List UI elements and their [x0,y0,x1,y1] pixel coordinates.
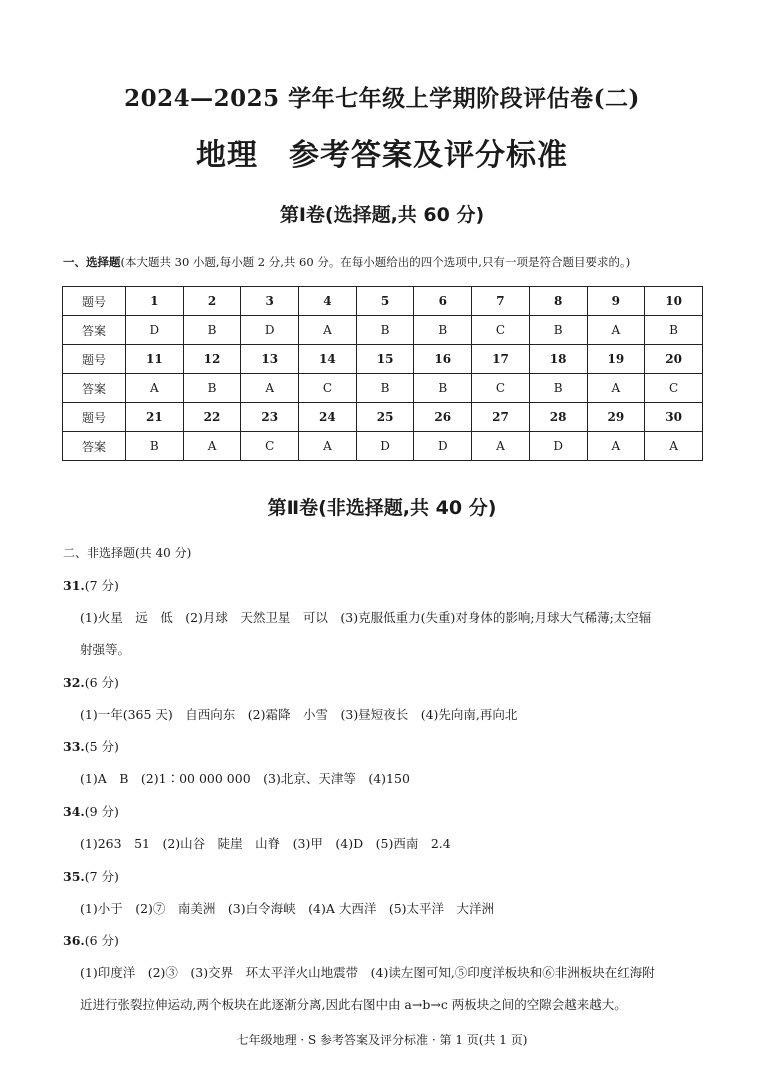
answer-line: (1)263 51 (2)山谷 陡崖 山脊 (3)甲 (4)D (5)西南 2.4 [80,836,451,851]
answer-cell: B [529,316,587,345]
row-label-answer: 答案 [63,432,126,461]
answer-cell: B [356,316,414,345]
answer-cell: C [299,374,357,403]
answer-cell: A [587,316,645,345]
exam-title: 2024—2025 学年七年级上学期阶段评估卷(二) [124,85,640,112]
row-label-answer: 答案 [63,374,126,403]
answer-cell: D [241,316,299,345]
question-number-cell: 10 [645,287,703,316]
answer-cell: B [414,316,472,345]
answer-cell: D [414,432,472,461]
question-number-cell: 27 [472,403,530,432]
answer-cell: A [126,374,184,403]
question-number-cell: 13 [241,345,299,374]
question-points: (7 分) [84,578,119,593]
answer-cell: A [183,432,241,461]
question-number-cell: 9 [587,287,645,316]
question-number-cell: 25 [356,403,414,432]
question-number-cell: 21 [126,403,184,432]
question-number: 35. [63,869,85,884]
answer-cell: A [241,374,299,403]
question-number-cell: 2 [183,287,241,316]
question-number-cell: 11 [126,345,184,374]
question-number-cell: 24 [299,403,357,432]
part2-section-label: 二、非选择题(共 40 分) [63,546,192,560]
answer-cell: B [356,374,414,403]
answer-cell: D [356,432,414,461]
question-number: 34. [63,804,85,819]
question-number: 32. [63,675,85,690]
answer-cell: B [183,316,241,345]
part1-heading: 第Ⅰ卷(选择题,共 60 分) [279,204,485,226]
question-points: (5 分) [84,739,119,754]
answer-cell: A [645,432,703,461]
question-number-cell: 12 [183,345,241,374]
answer-cell: C [472,374,530,403]
question-points: (6 分) [84,933,119,948]
answer-cell: A [472,432,530,461]
question-number-cell: 22 [183,403,241,432]
table-row-answers [63,316,703,345]
exam-subtitle: 地理 参考答案及评分标准 [196,138,568,173]
question-number-cell: 1 [126,287,184,316]
question-number-cell: 15 [356,345,414,374]
question-number-cell: 4 [299,287,357,316]
question-number-cell: 5 [356,287,414,316]
answer-cell: B [414,374,472,403]
row-label-number: 题号 [63,403,126,432]
answer-cell: C [241,432,299,461]
answer-cell: B [645,316,703,345]
answer-table [62,286,703,461]
question-header [63,867,119,885]
question-header [63,802,119,820]
answer-cell: A [299,316,357,345]
question-points: (7 分) [84,869,119,884]
question-number-cell: 23 [241,403,299,432]
answer-line: 射强等。 [80,642,131,657]
instruction-label: 一、选择题 [63,255,121,269]
table-row-answers [63,374,703,403]
answer-cell: C [472,316,530,345]
answer-line: (1)一年(365 天) 自西向东 (2)霜降 小雪 (3)昼短夜长 (4)先向南,再向北 [80,707,518,722]
answer-line: (1)火星 远 低 (2)月球 天然卫星 可以 (3)克服低重力(失重)对身体的影响;月球大气稀薄;太空辐 [80,610,652,625]
question-number-cell: 29 [587,403,645,432]
answer-cell: A [299,432,357,461]
question-header [63,737,119,755]
answer-line: (1)印度洋 (2)③ (3)交界 环太平洋火山地震带 (4)读左图可知,⑤印度洋板块和⑥非洲板块在红海附 [80,965,655,980]
question-number-cell: 8 [529,287,587,316]
row-label-number: 题号 [63,345,126,374]
question-number: 31. [63,578,85,593]
answer-cell: B [529,374,587,403]
answer-line: 近进行张裂拉伸运动,两个板块在此逐渐分离,因此右图中由 a→b→c 两板块之间的空隙会越来越大。 [80,997,627,1012]
answer-cell: A [587,374,645,403]
question-header [63,576,119,594]
answer-line: (1)A B (2)1∶00 000 000 (3)北京、天津等 (4)150 [80,771,410,786]
question-number-cell: 3 [241,287,299,316]
answer-cell: C [645,374,703,403]
question-number: 36. [63,933,85,948]
answer-cell: B [183,374,241,403]
answer-cell: A [587,432,645,461]
instruction-text: (本大题共 30 小题,每小题 2 分,共 60 分。在每小题给出的四个选项中,只有一项是符合题目要求的。) [120,255,631,269]
answer-cell: B [126,432,184,461]
question-number-cell: 19 [587,345,645,374]
question-number-cell: 28 [529,403,587,432]
question-number-cell: 17 [472,345,530,374]
table-row-answers [63,432,703,461]
question-number-cell: 14 [299,345,357,374]
answer-cell: D [126,316,184,345]
answer-line: (1)小于 (2)⑦ 南美洲 (3)白令海峡 (4)A 大西洋 (5)太平洋 大洋洲 [80,901,495,916]
part2-heading: 第Ⅱ卷(非选择题,共 40 分) [267,497,497,519]
question-number-cell: 16 [414,345,472,374]
question-header [63,673,119,691]
answer-cell: D [529,432,587,461]
question-points: (9 分) [84,804,119,819]
question-number-cell: 18 [529,345,587,374]
question-number: 33. [63,739,85,754]
question-number-cell: 26 [414,403,472,432]
question-number-cell: 20 [645,345,703,374]
question-header [63,931,119,949]
table-row-numbers [63,345,703,374]
question-number-cell: 7 [472,287,530,316]
table-row-numbers [63,287,703,316]
question-number-cell: 30 [645,403,703,432]
row-label-number: 题号 [63,287,126,316]
row-label-answer: 答案 [63,316,126,345]
table-row-numbers [63,403,703,432]
page-footer: 七年级地理 · S 参考答案及评分标准 · 第 1 页(共 1 页) [236,1033,528,1047]
question-points: (6 分) [84,675,119,690]
part1-instruction [63,254,713,270]
question-number-cell: 6 [414,287,472,316]
